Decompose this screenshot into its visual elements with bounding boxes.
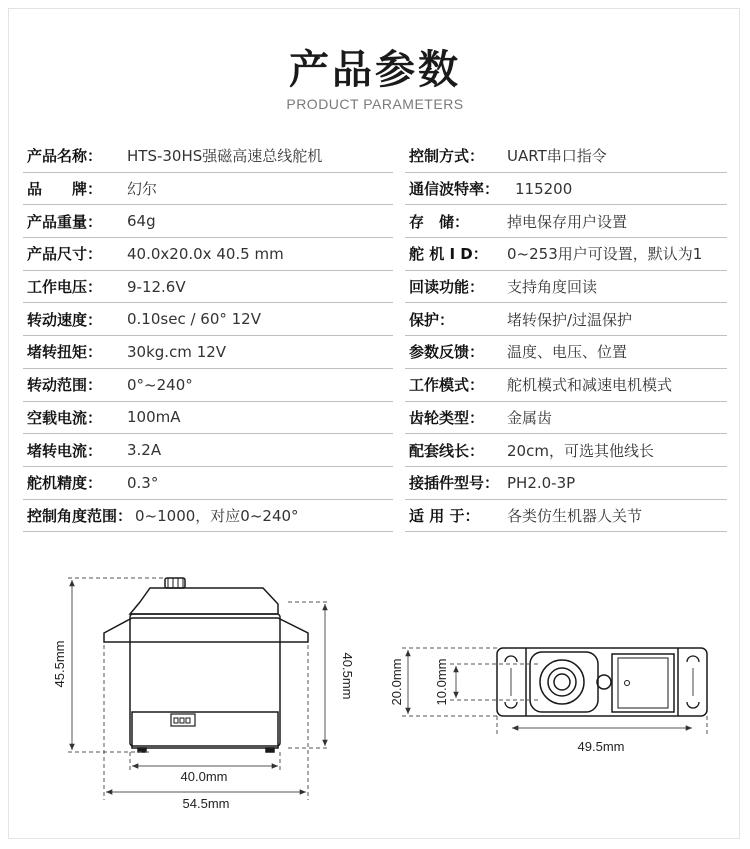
spec-value: 支持角度回读 (507, 278, 598, 297)
spec-value: 115200 (515, 179, 573, 198)
spec-value: 堵转保护/过温保护 (507, 310, 633, 329)
page-subtitle: PRODUCT PARAMETERS (286, 96, 464, 112)
spec-value: 100mA (127, 408, 181, 427)
spec-value: 金属齿 (507, 408, 553, 427)
spec-key: 转动速度： (27, 310, 103, 329)
spec-key: 产品尺寸： (27, 245, 103, 264)
spec-key: 回读功能： (409, 278, 485, 297)
spec-key: 通信波特率： (409, 180, 500, 199)
spec-key: 空载电流： (27, 408, 103, 427)
spec-value: 0~253用户可设置，默认为1 (507, 245, 703, 264)
spec-key: 工作模式： (409, 376, 485, 395)
spec-value: 40.0x20.0x 40.5 mm (127, 244, 284, 263)
servo-side-view (104, 578, 308, 752)
spec-value: 64g (127, 212, 156, 231)
page-title: 产品参数 (289, 47, 461, 93)
spec-key: 配套线长： (409, 441, 485, 460)
spec-key: 转动范围： (27, 376, 103, 395)
spec-value: 舵机模式和减速电机模式 (507, 376, 673, 395)
spec-key: 参数反馈： (409, 343, 485, 362)
spec-value: 3.2A (127, 441, 162, 460)
spec-key: 工作电压： (27, 278, 103, 297)
spec-value: 30kg.cm 12V (127, 342, 227, 361)
spec-key: 保护： (409, 310, 455, 329)
spec-value: 温度、电压、位置 (507, 343, 628, 362)
spec-key: 齿轮类型： (409, 408, 485, 427)
dim-label-top-length: 49.5mm (577, 739, 625, 754)
spec-key: 控制方式： (409, 147, 485, 166)
spec-value: 20cm，可选其他线长 (507, 441, 654, 460)
spec-value: 掉电保存用户设置 (507, 212, 628, 231)
dim-label-top-inner: 10.0mm (434, 658, 449, 706)
dim-label-width-total: 54.5mm (182, 796, 230, 811)
spec-value: 0.10sec / 60° 12V (127, 310, 261, 329)
spec-key: 舵 机 I D： (409, 245, 488, 264)
spec-key: 品 牌： (27, 180, 103, 199)
spec-key: 堵转扭矩： (27, 343, 103, 362)
spec-key: 产品名称： (27, 147, 103, 166)
dim-label-width-body: 40.0mm (180, 769, 228, 784)
spec-key: 堵转电流： (27, 441, 103, 460)
spec-key: 适 用 于： (409, 506, 480, 525)
spec-value: 各类仿生机器人关节 (507, 506, 643, 525)
spec-value: PH2.0-3P (507, 473, 576, 492)
servo-top-view (497, 648, 707, 716)
dim-label-height-total: 45.5mm (52, 640, 67, 688)
side-view-dimensions (68, 578, 330, 800)
spec-value: 9-12.6V (127, 277, 186, 296)
spec-value: HTS-30HS强磁高速总线舵机 (127, 147, 323, 166)
spec-value: 0~1000，对应0~240° (135, 506, 299, 525)
spec-key: 接插件型号： (409, 474, 500, 493)
spec-value: 0.3° (127, 473, 159, 492)
spec-value: 0°~240° (127, 375, 193, 394)
spec-value: UART串口指令 (507, 147, 607, 166)
dim-label-height-body: 40.5mm (340, 652, 355, 700)
dim-label-top-width: 20.0mm (389, 658, 404, 706)
spec-key: 控制角度范围： (27, 506, 133, 525)
spec-value: 幻尔 (127, 180, 158, 199)
spec-key: 产品重量： (27, 212, 103, 231)
spec-key: 存 储： (409, 212, 470, 231)
spec-key: 舵机精度： (27, 474, 103, 493)
